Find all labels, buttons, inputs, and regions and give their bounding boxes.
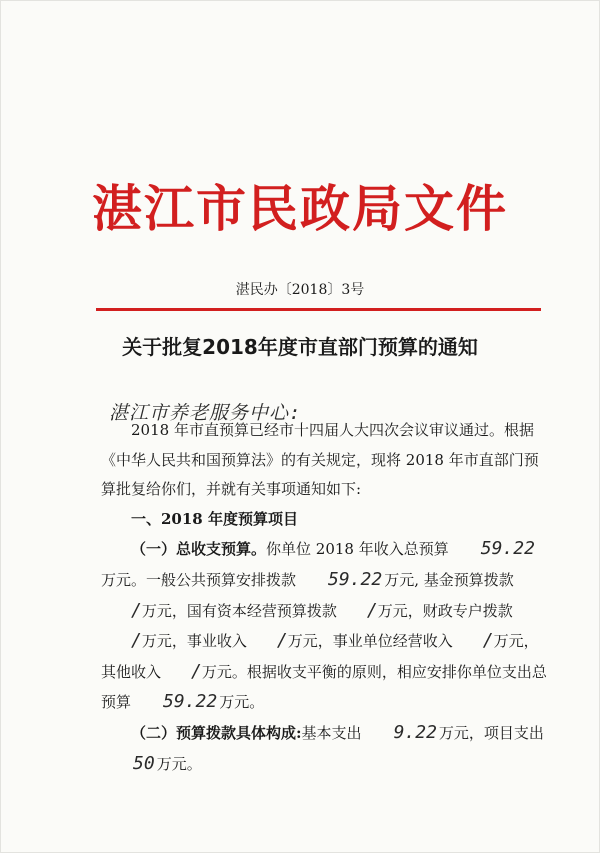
sub-1-text-j: 万元。 [219,693,265,712]
sub-1-text-e: 万元，财政专户拨款 [377,601,513,620]
sub-1-text-f: 万元，事业收入 [141,632,247,651]
sub-1-text-a: 你单位 2018 年收入总预算 [266,540,449,559]
sub-paragraph-2 [101,718,549,779]
special-account-value: / [131,630,142,652]
other-income-value: / [191,660,202,682]
state-capital-value: / [366,599,378,621]
section-1-title: 一、2018 年度预算项目 [131,509,298,528]
agency-header-title: 湛江市民政局文件 [92,180,508,238]
sub-1-text-i: 万元。根据收支平衡的原则，相应安排你单位支出总预算 [101,662,547,712]
sub-2-text-b: 万元，项目支出 [438,723,544,742]
handwritten-salutation: 湛江市养老服务中心: [109,402,302,424]
fund-budget-value: / [131,599,142,621]
general-budget-value: 59.22 [328,568,383,590]
document-number: 湛民办〔2018〕3号 [235,282,365,298]
sub-2-text-c: 万元。 [156,754,202,773]
section-heading [101,505,549,535]
document-body [101,416,549,779]
project-expense-value: 50 [133,752,155,774]
sub-1-text-c: 万元, 基金预算拨款 [384,570,514,589]
sub-1-text-d: 万元，国有资本经营预算拨款 [141,601,337,620]
intro-text: 2018 年市直预算已经市十四届人大四次会议审议通过。根据《中华人民共和国预算法》的有关规定，现将 2018 年市直部门预算批复给你们，并就有关事项通知如下: [101,421,539,499]
sub-2-label: （二）预算拨款具体构成: [131,723,302,742]
document-title: 关于批复2018年度市直部门预算的通知 [122,335,478,359]
sub-1-label: （一）总收支预算。 [131,540,267,559]
sub-1-text-g: 万元，事业单位经营收入 [287,632,453,651]
sub-1-text-b: 万元。一般公共预算安排拨款 [101,570,297,589]
sub-2-text-a: 基本支出 [301,723,362,742]
operating-income-value: / [482,630,494,652]
intro-paragraph [101,416,549,505]
business-income-value: / [276,630,288,652]
total-income-value: 59.22 [480,538,535,560]
basic-expense-value: 9.22 [393,721,437,743]
red-divider-line [96,308,541,311]
total-expense-value: 59.22 [163,691,218,713]
sub-1-text-h: 万元，其他收入 [101,632,539,681]
sub-paragraph-1 [101,534,549,718]
